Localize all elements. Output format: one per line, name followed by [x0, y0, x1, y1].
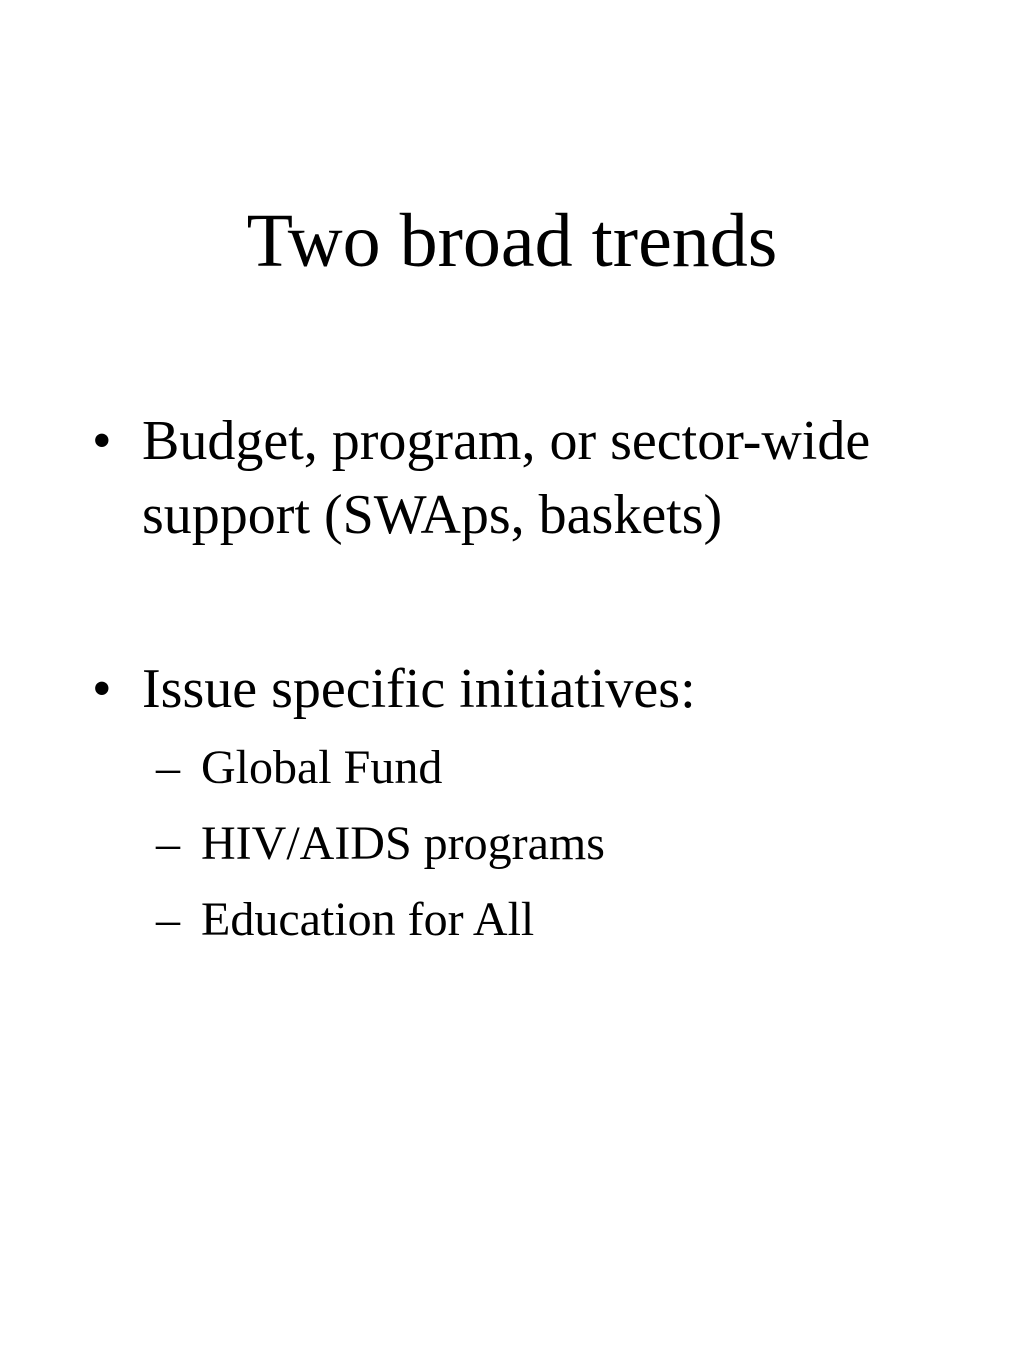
bullet-text — [142, 652, 992, 726]
bullet-line: Budget, program, or sector-wide — [142, 410, 871, 472]
sub-bullet-text: Education for All — [201, 893, 535, 946]
bullet-marker: • — [92, 410, 112, 472]
sub-bullet-marker: – — [156, 893, 180, 946]
sub-bullet-item — [0, 890, 1000, 950]
sub-bullet-marker: – — [156, 741, 180, 794]
bullet-item — [0, 404, 1000, 554]
sub-bullet-text: Global Fund — [201, 741, 443, 794]
sub-bullet-item — [0, 814, 1000, 874]
bullet-text — [142, 404, 992, 552]
bullet-line: support (SWAps, baskets) — [142, 484, 723, 546]
bullet-item — [0, 652, 1000, 728]
slide-title: Two broad trends — [246, 199, 778, 283]
sub-bullet-text: HIV/AIDS programs — [201, 817, 605, 870]
sub-bullet-marker: – — [156, 817, 180, 870]
sub-bullet-item — [0, 738, 1000, 798]
bullet-line: Issue specific initiatives: — [142, 658, 696, 720]
bullet-marker: • — [92, 658, 112, 720]
